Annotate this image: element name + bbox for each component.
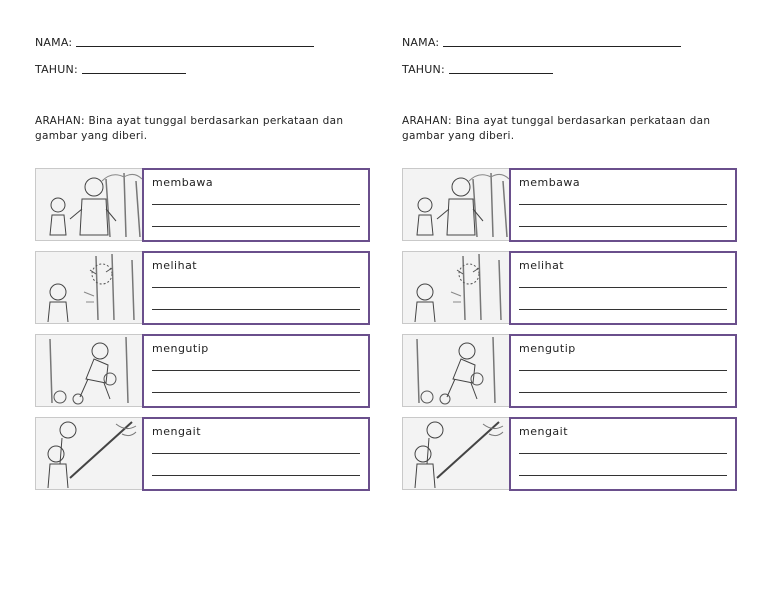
- exercise-row: [35, 334, 369, 407]
- answer-line[interactable]: [152, 287, 360, 288]
- sentence-box: [142, 168, 370, 242]
- worksheet-left: [35, 0, 405, 594]
- nama-blank-line[interactable]: [443, 45, 681, 47]
- nama-blank-line[interactable]: [76, 45, 314, 47]
- answer-line[interactable]: [152, 370, 360, 371]
- answer-line[interactable]: [519, 453, 727, 454]
- answer-line[interactable]: [152, 204, 360, 205]
- sentence-box: [142, 417, 370, 491]
- nama-field: [35, 36, 314, 49]
- exercise-row: [402, 251, 736, 324]
- sentence-box: [142, 334, 370, 408]
- exercise-row: [35, 417, 369, 490]
- sentence-box: [509, 334, 737, 408]
- illustration-carrying: [35, 168, 144, 241]
- illustration-picking-up: [35, 334, 144, 407]
- tahun-field: [35, 63, 186, 76]
- exercise-row: [402, 417, 736, 490]
- answer-line[interactable]: [152, 475, 360, 476]
- tahun-blank-line[interactable]: [82, 72, 186, 74]
- exercise-row: [402, 334, 736, 407]
- answer-line[interactable]: [152, 309, 360, 310]
- worksheet-right: [402, 0, 768, 594]
- tahun-field: [402, 63, 553, 76]
- instructions: ARAHAN: Bina ayat tunggal berdasarkan perkataan dan gambar yang diberi.: [402, 115, 711, 142]
- keyword: membawa: [519, 176, 581, 189]
- nama-field: [402, 36, 681, 49]
- sentence-box: [509, 168, 737, 242]
- answer-line[interactable]: [152, 226, 360, 227]
- sentence-box: [509, 417, 737, 491]
- sentence-box: [142, 251, 370, 325]
- instructions: ARAHAN: Bina ayat tunggal berdasarkan perkataan dan gambar yang diberi.: [35, 115, 344, 142]
- tahun-label: TAHUN:: [402, 63, 445, 76]
- answer-line[interactable]: [519, 309, 727, 310]
- tahun-blank-line[interactable]: [449, 72, 553, 74]
- answer-line[interactable]: [519, 287, 727, 288]
- nama-label: NAMA:: [35, 36, 73, 49]
- answer-line[interactable]: [519, 475, 727, 476]
- keyword: mengutip: [519, 342, 576, 355]
- answer-line[interactable]: [519, 370, 727, 371]
- keyword: melihat: [519, 259, 565, 272]
- exercise-row: [35, 251, 369, 324]
- illustration-hooking: [35, 417, 144, 490]
- illustration-hooking: [402, 417, 511, 490]
- illustration-looking: [402, 251, 511, 324]
- answer-line[interactable]: [519, 392, 727, 393]
- keyword: membawa: [152, 176, 214, 189]
- answer-line[interactable]: [152, 392, 360, 393]
- sentence-box: [509, 251, 737, 325]
- keyword: mengait: [519, 425, 569, 438]
- illustration-carrying: [402, 168, 511, 241]
- exercise-row: [402, 168, 736, 241]
- answer-line[interactable]: [519, 226, 727, 227]
- illustration-picking-up: [402, 334, 511, 407]
- answer-line[interactable]: [152, 453, 360, 454]
- keyword: mengait: [152, 425, 202, 438]
- nama-label: NAMA:: [402, 36, 440, 49]
- answer-line[interactable]: [519, 204, 727, 205]
- tahun-label: TAHUN:: [35, 63, 78, 76]
- keyword: mengutip: [152, 342, 209, 355]
- keyword: melihat: [152, 259, 198, 272]
- exercise-row: [35, 168, 369, 241]
- illustration-looking: [35, 251, 144, 324]
